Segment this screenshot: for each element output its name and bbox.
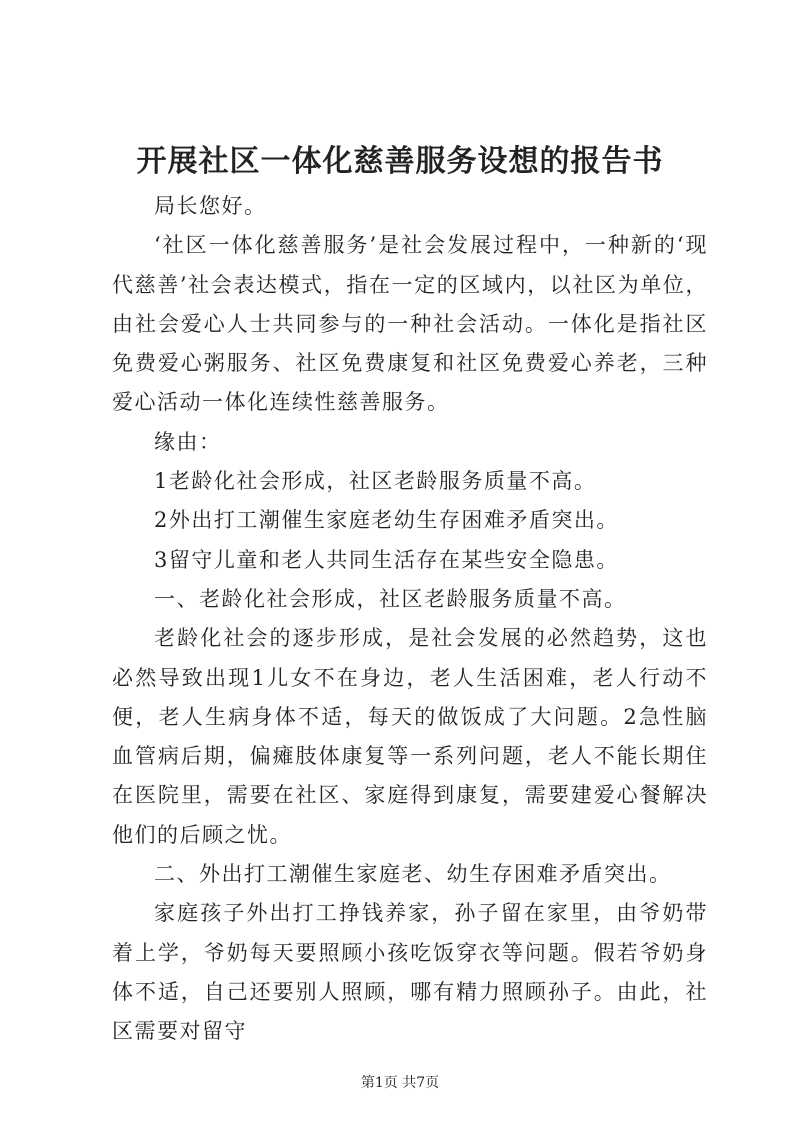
page-footer: 第1页 共7页 — [360, 1075, 440, 1091]
paragraph-definition: ‘社区一体化慈善服务’是社会发展过程中，一种新的‘现代慈善’社会表达模式，指在一定的区域内，以社区为单位，由社会爱心人士共同参与的一种社会活动。一体化是指社区免费爱心粥服务、社区免费康复和社区免费爱心养老，三种爱心活动一体化连续性慈善服务。 — [112, 233, 708, 415]
paragraph-greeting: 局长您好。 — [154, 194, 267, 218]
document-title: 开展社区一体化慈善服务设想的报告书 — [136, 144, 664, 179]
paragraph-section-2: 家庭孩子外出打工挣钱养家，孙子留在家里，由爷奶带着上学，爷奶每天要照顾小孩吃饭穿衣等问题。假若爷奶身体不适，自己还要别人照顾，哪有精力照顾孙子。由此，社区需要对留守 — [112, 901, 708, 1044]
section-heading-1: 一、老龄化社会形成，社区老龄服务质量不高。 — [154, 586, 627, 611]
paragraph-reason-heading: 缘由： — [154, 429, 222, 454]
paragraph-reason-2: 2外出打工潮催生家庭老幼生存困难矛盾突出。 — [154, 508, 619, 533]
paragraph-reason-1: 1老龄化社会形成，社区老龄服务质量不高。 — [154, 469, 597, 494]
document-body — [112, 187, 708, 1052]
paragraph-section-1: 老龄化社会的逐步形成，是社会发展的必然趋势，这也必然导致出现1儿女不在身边，老人生活困难，老人行动不便，老人生病身体不适，每天的做饭成了大问题。2急性脑血管病后期，偏瘫肢体康复等一系列问题，老人不能长期住在医院里，需要在社区、家庭得到康复，需要建爱心餐解决他们的后顾之忧。 — [112, 626, 708, 847]
section-heading-2: 二、外出打工潮催生家庭老、幼生存困难矛盾突出。 — [154, 862, 672, 887]
paragraph-reason-3: 3留守儿童和老人共同生活存在某些安全隐患。 — [154, 547, 619, 572]
